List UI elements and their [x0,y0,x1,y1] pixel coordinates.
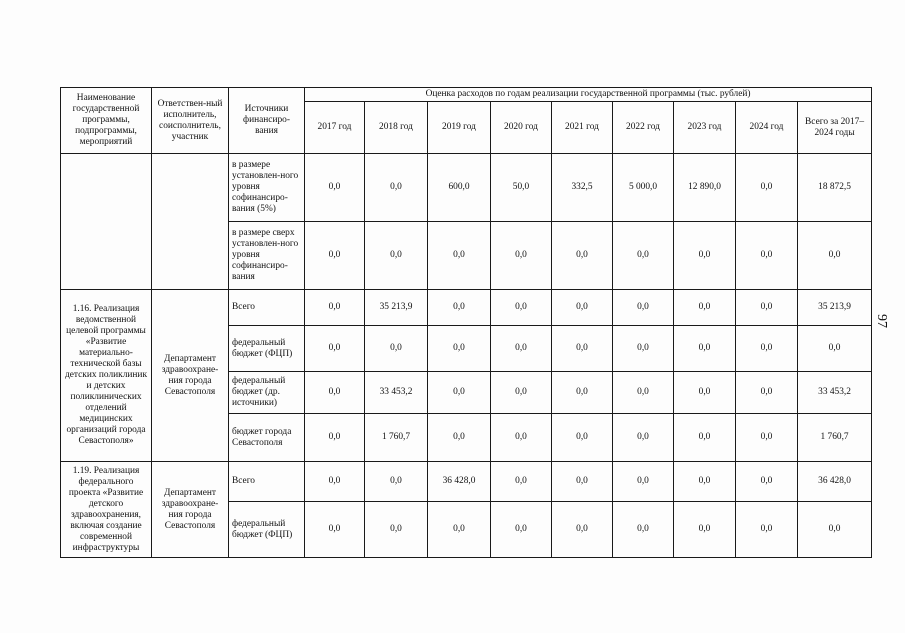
value-cell: 0,0 [428,290,491,326]
value-cell: 0,0 [552,372,613,414]
value-cell: 0,0 [552,290,613,326]
total-cell: 0,0 [798,222,872,290]
table-row [61,154,872,222]
header-year: 2023 год [674,102,736,154]
value-cell: 0,0 [552,502,613,558]
page-number: 97 [874,314,889,328]
funding-source: в размере сверх установлен-ного уровня софинансиро-вания [229,222,305,290]
value-cell: 0,0 [736,154,798,222]
value-cell: 0,0 [491,372,552,414]
value-cell: 0,0 [491,502,552,558]
value-cell: 0,0 [305,290,365,326]
value-cell: 0,0 [613,462,674,502]
value-cell: 0,0 [674,222,736,290]
funding-source: Всего [229,462,305,502]
value-cell: 0,0 [736,290,798,326]
value-cell: 0,0 [428,414,491,462]
value-cell: 0,0 [736,414,798,462]
value-cell: 0,0 [428,222,491,290]
value-cell: 0,0 [491,222,552,290]
value-cell: 0,0 [428,502,491,558]
value-cell: 0,0 [613,222,674,290]
value-cell: 1 760,7 [365,414,428,462]
value-cell: 0,0 [305,372,365,414]
funding-source: федеральный бюджет (др. источники) [229,372,305,414]
header-funding-source: Источники финансиро-вания [229,88,305,154]
header-total: Всего за 2017–2024 годы [798,102,872,154]
total-cell: 35 213,9 [798,290,872,326]
value-cell: 0,0 [491,326,552,372]
executor-1-16: Департамент здравоохране-ния города Севастополя [152,290,229,462]
value-cell: 600,0 [428,154,491,222]
value-cell: 0,0 [491,414,552,462]
value-cell: 0,0 [365,326,428,372]
value-cell: 0,0 [674,290,736,326]
value-cell: 0,0 [736,462,798,502]
empty-name-cell [61,154,152,290]
value-cell: 0,0 [365,502,428,558]
value-cell: 0,0 [674,414,736,462]
program-name-1-16: 1.16. Реализация ведомственной целевой программы «Развитие материально-технической базы детских поликлиник и детских поликлинических отделений медицинских организаций города Севастополя» [61,290,152,462]
header-executor: Ответствен-ный исполнитель, соисполнитель, участник [152,88,229,154]
funding-source: бюджет города Севастополя [229,414,305,462]
value-cell: 0,0 [552,462,613,502]
value-cell: 0,0 [736,502,798,558]
header-year: 2018 год [365,102,428,154]
table-row [61,462,872,502]
total-cell: 33 453,2 [798,372,872,414]
value-cell: 332,5 [552,154,613,222]
value-cell: 0,0 [305,502,365,558]
header-year: 2024 год [736,102,798,154]
value-cell: 0,0 [491,290,552,326]
value-cell: 0,0 [736,326,798,372]
header-year: 2022 год [613,102,674,154]
funding-source: Всего [229,290,305,326]
empty-executor-cell [152,154,229,290]
value-cell: 0,0 [674,502,736,558]
value-cell: 5 000,0 [613,154,674,222]
value-cell: 0,0 [552,326,613,372]
value-cell: 0,0 [428,372,491,414]
value-cell: 0,0 [736,372,798,414]
value-cell: 0,0 [674,326,736,372]
value-cell: 35 213,9 [365,290,428,326]
value-cell: 0,0 [613,414,674,462]
header-expense-estimate: Оценка расходов по годам реализации государственной программы (тыс. рублей) [305,88,872,102]
value-cell: 0,0 [365,154,428,222]
value-cell: 0,0 [613,372,674,414]
table-row [61,290,872,326]
value-cell: 0,0 [552,414,613,462]
total-cell: 0,0 [798,502,872,558]
value-cell: 0,0 [428,326,491,372]
funding-source: федеральный бюджет (ФЦП) [229,326,305,372]
header-year: 2017 год [305,102,365,154]
funding-source: в размере установлен-ного уровня софинансиро-вания (5%) [229,154,305,222]
value-cell: 36 428,0 [428,462,491,502]
value-cell: 12 890,0 [674,154,736,222]
value-cell: 0,0 [736,222,798,290]
total-cell: 18 872,5 [798,154,872,222]
value-cell: 50,0 [491,154,552,222]
value-cell: 0,0 [674,462,736,502]
total-cell: 36 428,0 [798,462,872,502]
value-cell: 0,0 [365,222,428,290]
header-year: 2019 год [428,102,491,154]
executor-1-19: Департамент здравоохране-ния города Севастополя [152,462,229,558]
total-cell: 0,0 [798,326,872,372]
value-cell: 0,0 [491,462,552,502]
program-name-1-19: 1.19. Реализация федерального проекта «Развитие детского здравоохранения, включая создание современной инфраструктуры [61,462,152,558]
header-year: 2021 год [552,102,613,154]
total-cell: 1 760,7 [798,414,872,462]
value-cell: 0,0 [305,326,365,372]
header-program-name: Наименование государственной программы, подпрограммы, мероприятий [61,88,152,154]
value-cell: 0,0 [305,222,365,290]
budget-table [60,87,872,558]
funding-source: федеральный бюджет (ФЦП) [229,502,305,558]
header-year: 2020 год [491,102,552,154]
value-cell: 0,0 [674,372,736,414]
value-cell: 0,0 [365,462,428,502]
value-cell: 0,0 [305,414,365,462]
value-cell: 0,0 [613,290,674,326]
value-cell: 0,0 [613,326,674,372]
value-cell: 0,0 [552,222,613,290]
value-cell: 33 453,2 [365,372,428,414]
value-cell: 0,0 [305,462,365,502]
value-cell: 0,0 [305,154,365,222]
value-cell: 0,0 [613,502,674,558]
